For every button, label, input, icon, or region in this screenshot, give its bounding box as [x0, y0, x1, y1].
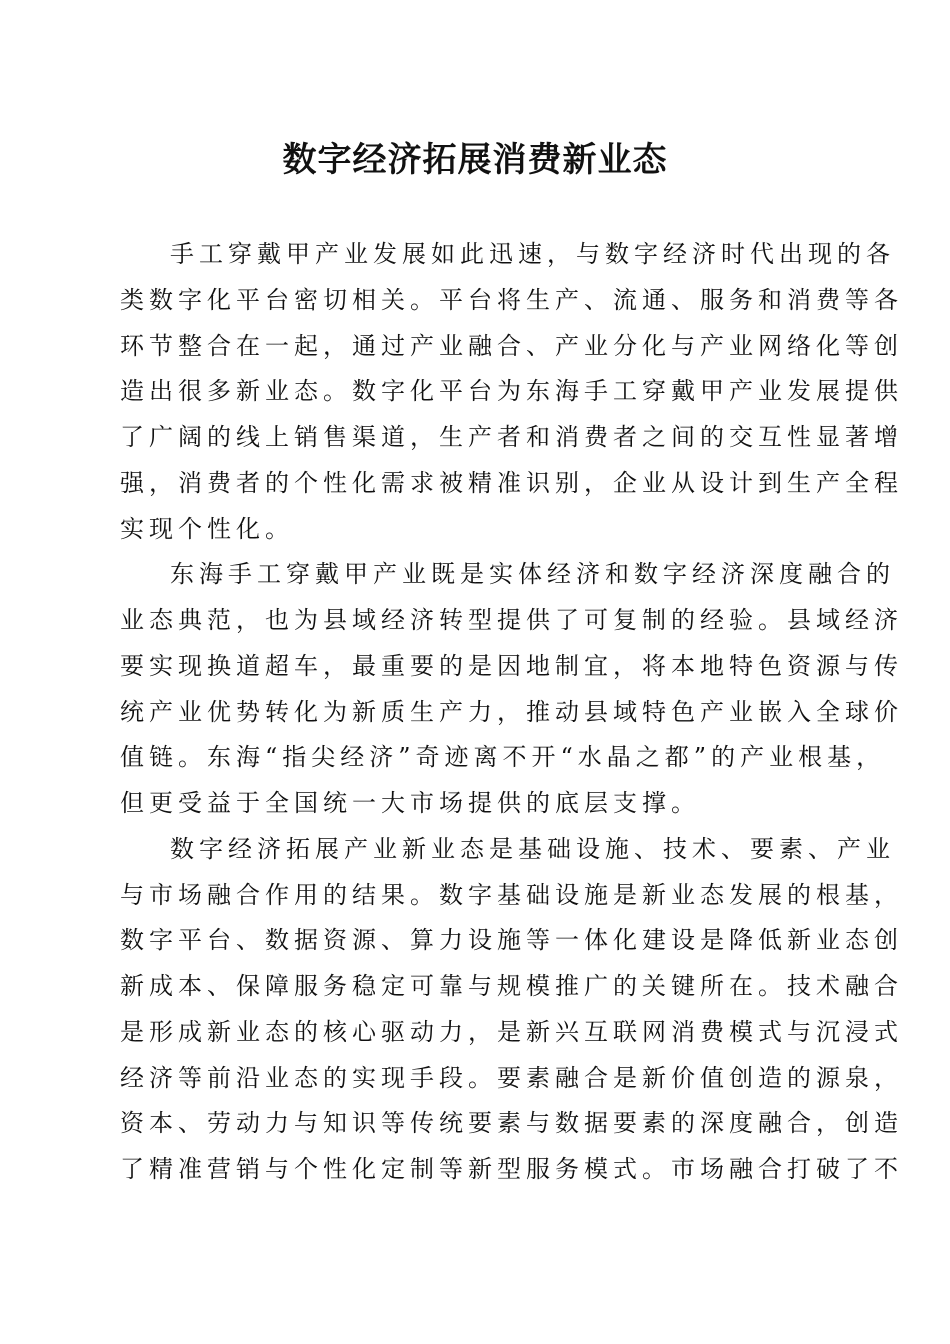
text-line: 实现个性化。: [120, 514, 294, 543]
text-line: 要实现换道超车，最重要的是因地制宜，将本地特色资源与传: [120, 651, 903, 680]
text-line: 与市场融合作用的结果。数字基础设施是新业态发展的根基，: [120, 880, 903, 909]
text-line: 数字平台、数据资源、算力设施等一体化建设是降低新业态创: [120, 926, 903, 955]
text-line: 经济等前沿业态的实现手段。要素融合是新价值创造的源泉，: [120, 1063, 903, 1092]
text-line: 是形成新业态的核心驱动力，是新兴互联网消费模式与沉浸式: [120, 1017, 903, 1046]
text-line: 值链。东海“指尖经济”奇迹离不开“水晶之都”的产业根基，: [120, 743, 886, 772]
text-line: 环节整合在一起，通过产业融合、产业分化与产业网络化等创: [120, 331, 903, 360]
text-line: 类数字化平台密切相关。平台将生产、流通、服务和消费等各: [120, 285, 903, 314]
text-line: 东海手工穿戴甲产业既是实体经济和数字经济深度融合的: [170, 560, 895, 589]
paragraph-1: [120, 232, 903, 552]
text-line: 造出很多新业态。数字化平台为东海手工穿戴甲产业发展提供: [120, 377, 903, 406]
paragraph-3: [120, 827, 903, 1193]
text-line: 了广阔的线上销售渠道，生产者和消费者之间的交互性显著增: [120, 423, 903, 451]
text-line: 新成本、保障服务稳定可靠与规模推广的关键所在。技术融合: [120, 972, 903, 1000]
document-body: [120, 232, 903, 1193]
text-line: 强，消费者的个性化需求被精准识别，企业从设计到生产全程: [120, 468, 903, 497]
text-line: 了精准营销与个性化定制等新型服务模式。市场融合打破了不: [120, 1155, 903, 1183]
text-line: 数字经济拓展产业新业态是基础设施、技术、要素、产业: [170, 834, 895, 863]
text-line: 统产业优势转化为新质生产力，推动县域特色产业嵌入全球价: [120, 697, 903, 726]
text-line: 手工穿戴甲产业发展如此迅速，与数字经济时代出现的各: [170, 240, 895, 268]
document-title: 数字经济拓展消费新业态: [282, 140, 668, 180]
text-line: 业态典范，也为县域经济转型提供了可复制的经验。县域经济: [120, 606, 903, 634]
text-line: 但更受益于全国统一大市场提供的底层支撑。: [120, 789, 700, 817]
paragraph-2: [120, 552, 903, 827]
text-line: 资本、劳动力与知识等传统要素与数据要素的深度融合，创造: [120, 1109, 903, 1138]
